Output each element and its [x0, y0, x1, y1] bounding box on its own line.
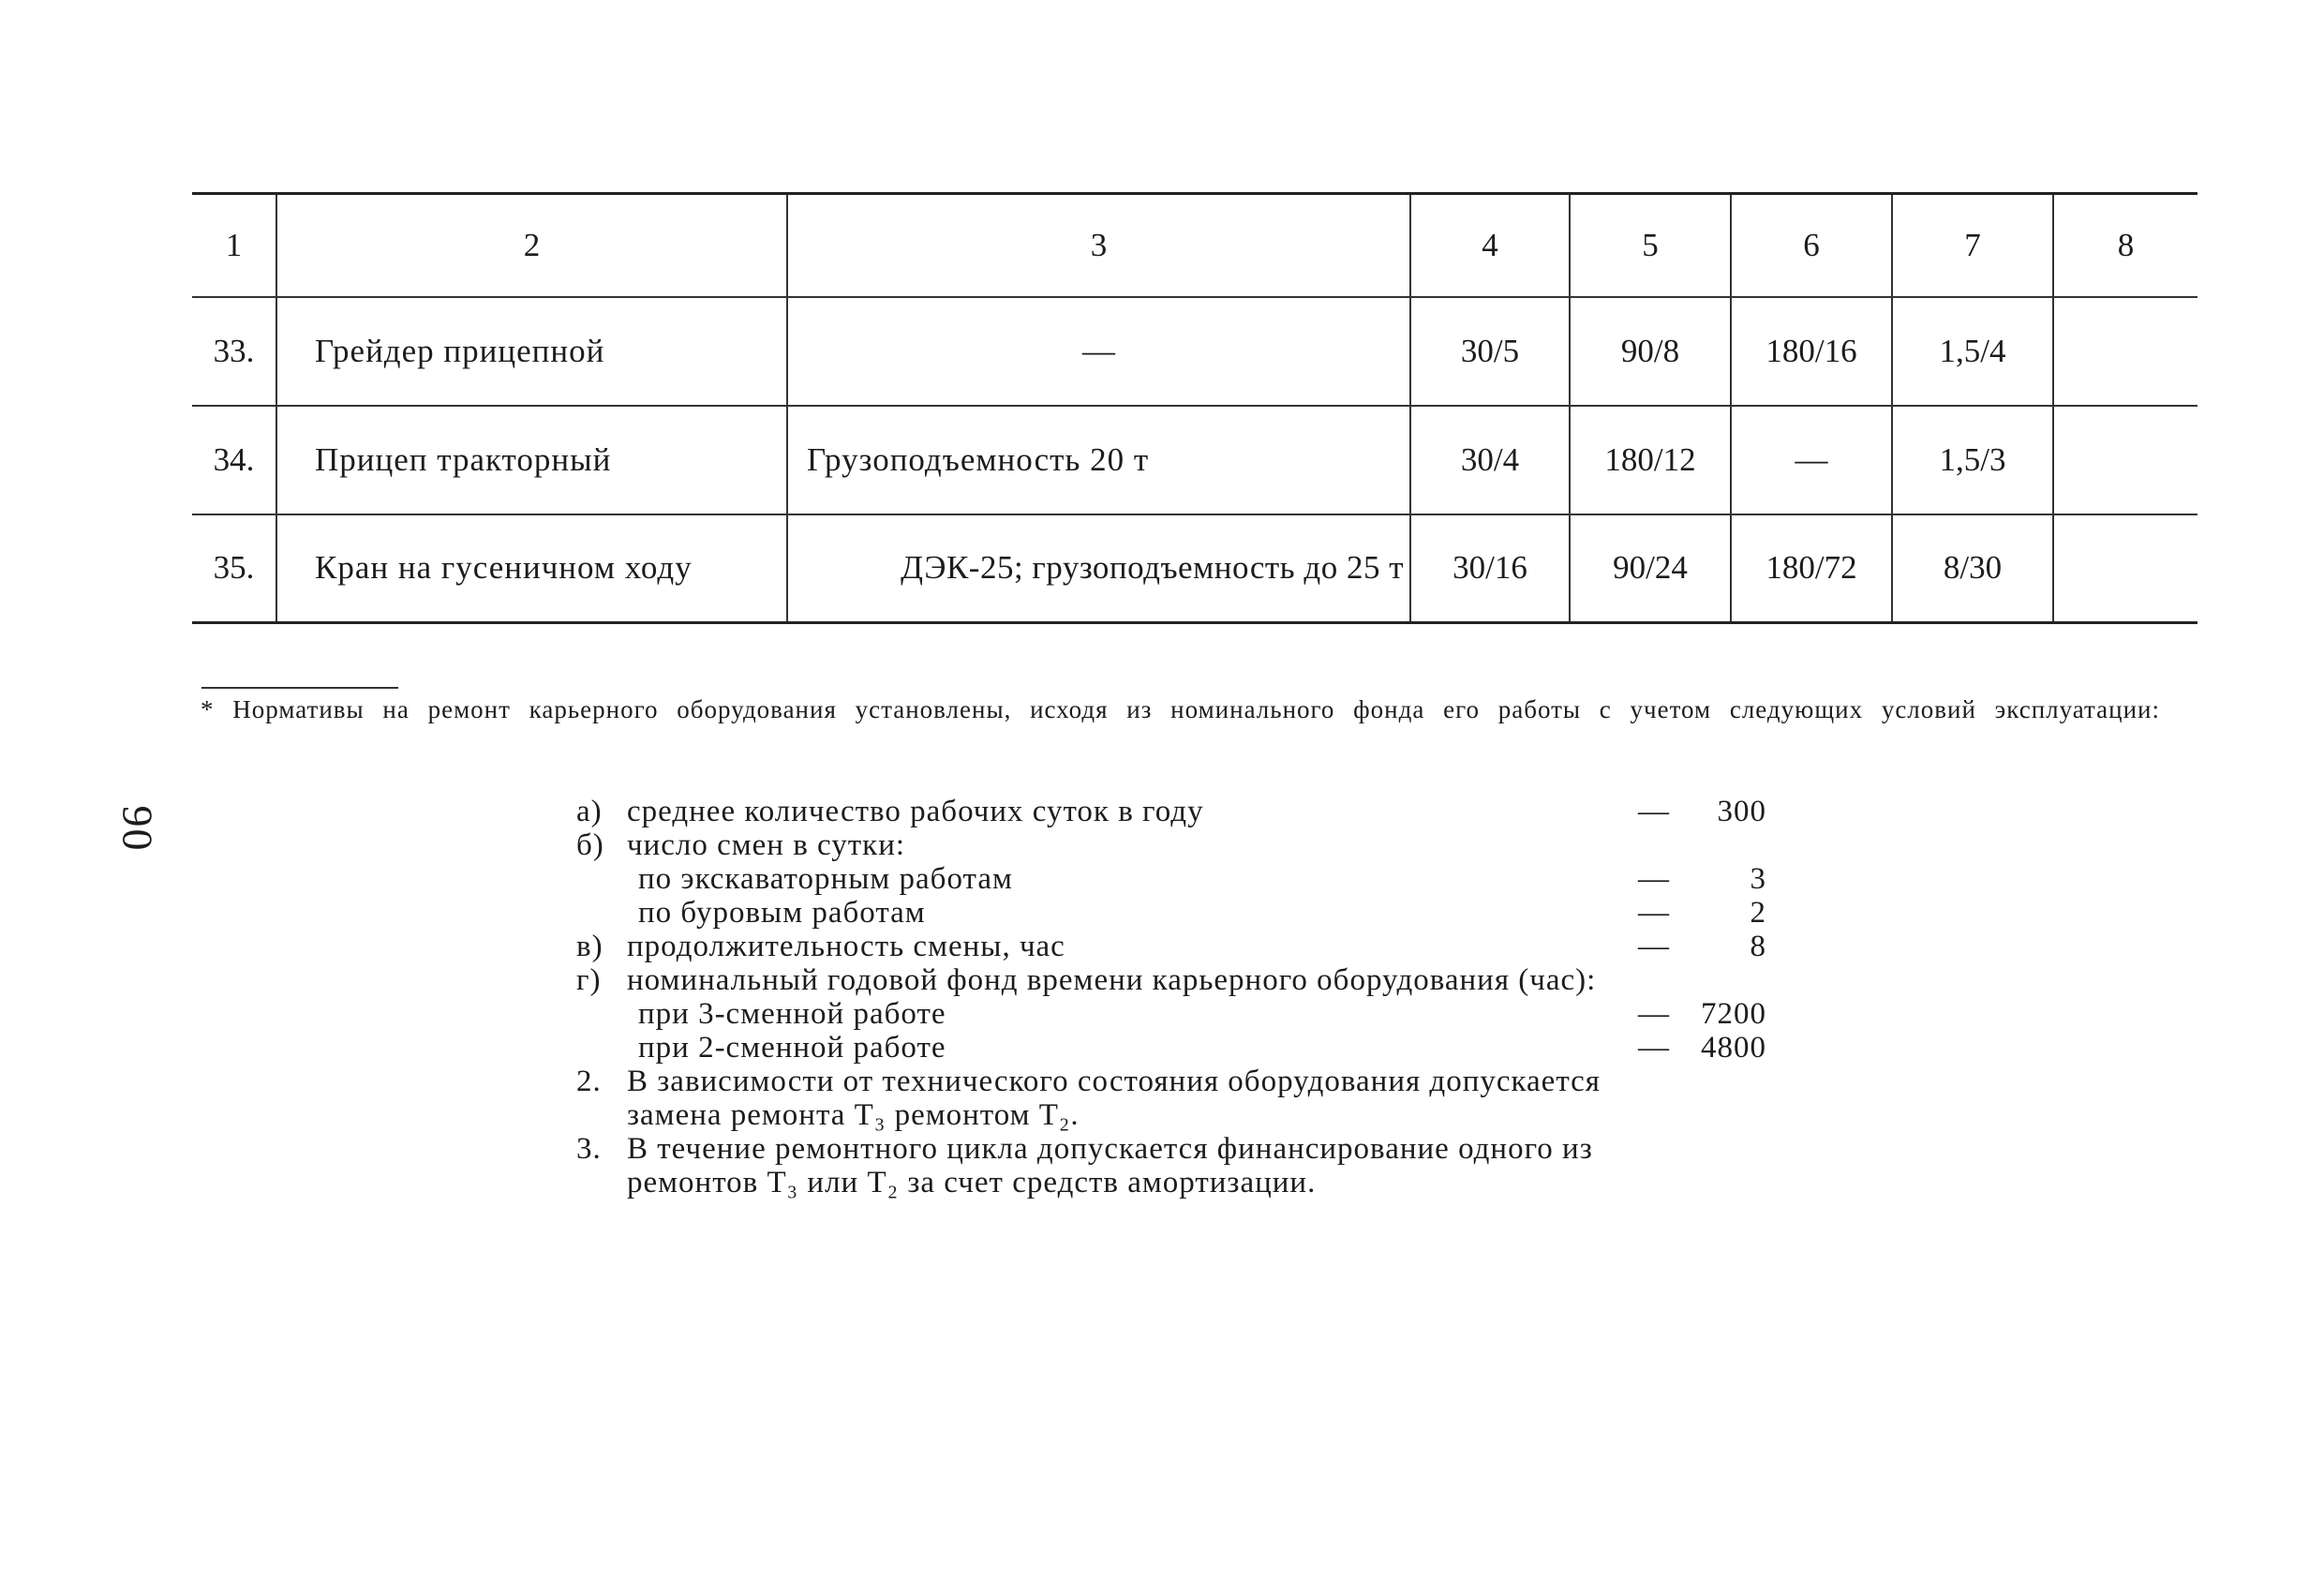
condition-g — [576, 963, 1635, 997]
condition-b1 — [576, 862, 1766, 896]
cell-col-6: 180/16 — [1731, 297, 1892, 406]
col-header-8: 8 — [2053, 194, 2197, 297]
condition-text: по буровым работам — [638, 896, 926, 930]
note-marker: 3. — [576, 1132, 602, 1166]
condition-value: 8 — [1750, 930, 1766, 963]
col-header-4: 4 — [1410, 194, 1570, 297]
condition-text: продолжительность смены, час — [627, 930, 1065, 963]
equipment-spec: — — [787, 297, 1410, 406]
col-header-7: 7 — [1892, 194, 2053, 297]
condition-text: среднее количество рабочих суток в году — [627, 795, 1204, 828]
repair-norms-table — [192, 192, 2197, 624]
note-text: В зависимости от технического состояния оборудования допускается замена ремонта T₃ ремонтом T₂. — [627, 1065, 1601, 1132]
condition-marker: г) — [576, 963, 602, 997]
condition-value: 3 — [1750, 862, 1766, 896]
row-number: 33. — [192, 297, 276, 406]
table-row — [192, 406, 2197, 514]
condition-value: 7200 — [1701, 997, 1766, 1031]
row-number: 34. — [192, 406, 276, 514]
footnote-text: * Нормативы на ремонт карьерного оборудования установлены, исходя из номинального фонда его работы с учетом следующих условий эксплуатации: — [201, 695, 2161, 723]
condition-text: при 3-сменной работе — [638, 997, 946, 1031]
col-header-3: 3 — [787, 194, 1410, 297]
cell-col-8 — [2053, 297, 2197, 406]
note-2 — [576, 1065, 1616, 1132]
dash: — — [1638, 795, 1670, 828]
condition-value: 2 — [1750, 896, 1766, 930]
cell-col-8 — [2053, 514, 2197, 623]
dash: — — [1638, 862, 1670, 896]
col-header-2: 2 — [276, 194, 787, 297]
condition-b2 — [576, 896, 1766, 930]
condition-text: по экскаваторным работам — [638, 862, 1013, 896]
cell-col-4: 30/5 — [1410, 297, 1570, 406]
note-text: В течение ремонтного цикла допускается финансирование одного из ремонтов T₃ или T₂ за счет средств амортизации. — [627, 1132, 1593, 1199]
condition-text: число смен в сутки: — [627, 828, 906, 862]
table-row — [192, 514, 2197, 623]
cell-col-7: 1,5/3 — [1892, 406, 2053, 514]
page-number: 90 — [113, 805, 162, 853]
col-header-5: 5 — [1570, 194, 1731, 297]
cell-col-7: 8/30 — [1892, 514, 2053, 623]
condition-marker: б) — [576, 828, 604, 862]
condition-value: 4800 — [1701, 1031, 1766, 1065]
cell-col-8 — [2053, 406, 2197, 514]
equipment-spec: Грузоподъемность 20 т — [787, 406, 1410, 514]
col-header-1: 1 — [192, 194, 276, 297]
condition-value: 300 — [1717, 795, 1766, 828]
condition-text: при 2-сменной работе — [638, 1031, 946, 1065]
condition-g2 — [576, 1031, 1766, 1065]
cell-col-6: 180/72 — [1731, 514, 1892, 623]
condition-v — [576, 930, 1766, 963]
dash: — — [1638, 930, 1670, 963]
note-marker: 2. — [576, 1065, 602, 1098]
condition-g1 — [576, 997, 1766, 1031]
header-row — [192, 194, 2197, 297]
footnote-divider — [201, 687, 398, 689]
equipment-name: Грейдер прицепной — [276, 297, 787, 406]
condition-a — [576, 795, 1766, 828]
cell-col-5: 90/8 — [1570, 297, 1731, 406]
col-header-6: 6 — [1731, 194, 1892, 297]
dash: — — [1638, 1031, 1670, 1065]
cell-col-7: 1,5/4 — [1892, 297, 2053, 406]
note-3 — [576, 1132, 1616, 1199]
cell-col-5: 180/12 — [1570, 406, 1731, 514]
condition-b — [576, 828, 1766, 862]
row-number: 35. — [192, 514, 276, 623]
condition-text: номинальный годовой фонд времени карьерного оборудования (час): — [627, 963, 1597, 997]
table-row — [192, 297, 2197, 406]
cell-col-6: — — [1731, 406, 1892, 514]
cell-col-5: 90/24 — [1570, 514, 1731, 623]
condition-marker: а) — [576, 795, 603, 828]
operating-conditions — [576, 795, 1766, 1199]
dash: — — [1638, 997, 1670, 1031]
equipment-spec: ДЭК-25; грузоподъемность до 25 т — [787, 514, 1410, 623]
cell-col-4: 30/16 — [1410, 514, 1570, 623]
cell-col-4: 30/4 — [1410, 406, 1570, 514]
dash: — — [1638, 896, 1670, 930]
condition-marker: в) — [576, 930, 603, 963]
equipment-name: Прицеп тракторный — [276, 406, 787, 514]
equipment-name: Кран на гусеничном ходу — [276, 514, 787, 623]
